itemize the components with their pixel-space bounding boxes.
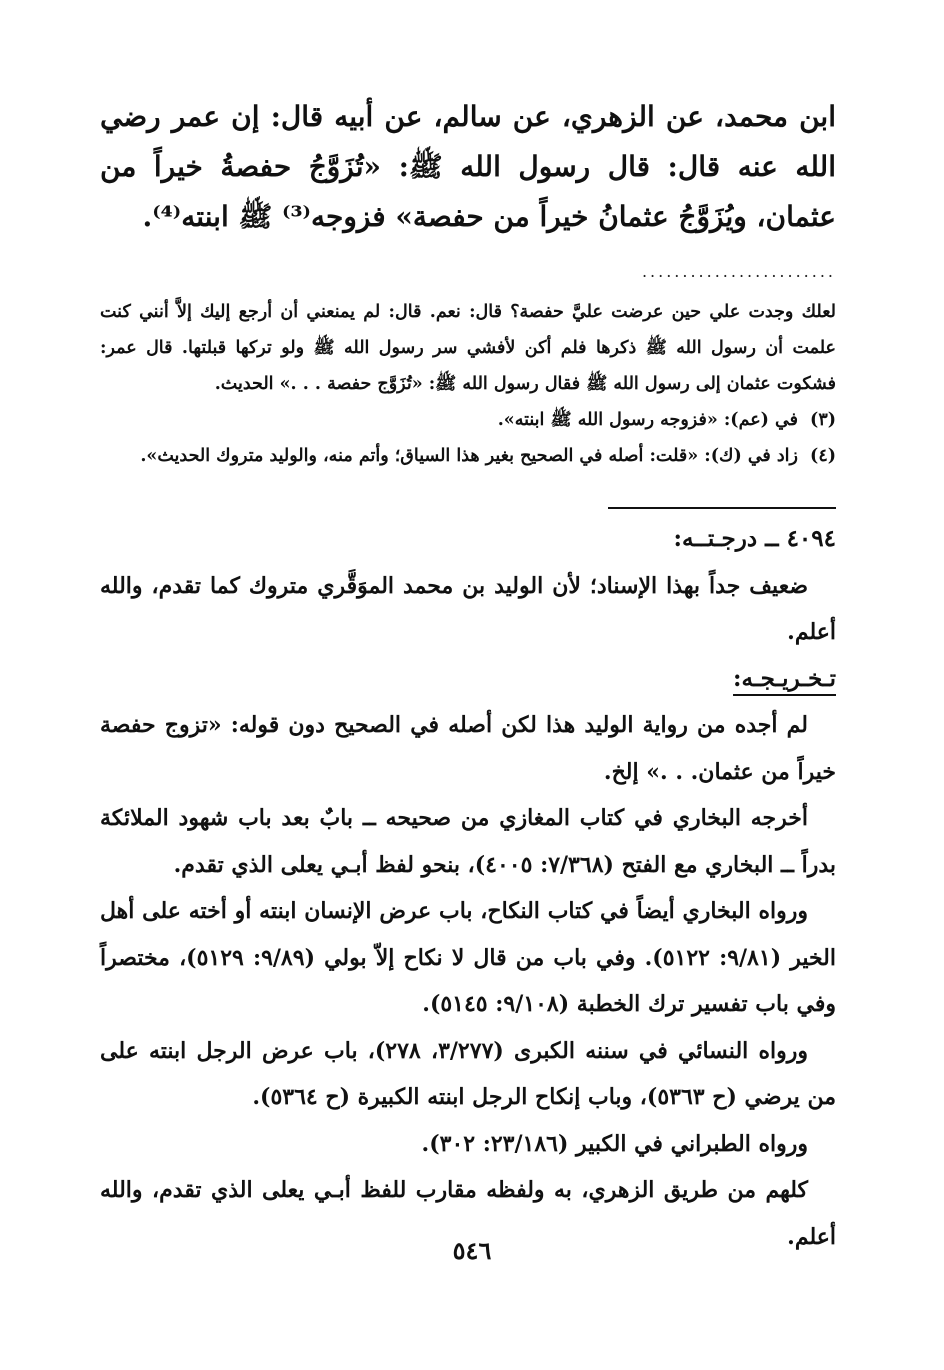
page-number: ٥٤٦ [452, 1236, 492, 1265]
takhrij-paragraph: لم أجده من رواية الوليد هذا لكن أصله في الصحيح دون قوله: «تزوج حفصة خيراً من عثمان. . .» إلخ. [100, 712, 836, 785]
footnotes [100, 294, 836, 474]
takhrij-heading [100, 656, 836, 703]
takhrij-paragraph: ورواه النسائي في سننه الكبرى (٣/٢٧٧، ٢٧٨)، باب عرض الرجل ابنته على من يرضي (ح ٥٣٦٣)، وباب إنكاح الرجل ابنته الكبيرة (ح ٥٣٦٤). [100, 1037, 836, 1110]
daraja-heading [100, 516, 836, 563]
footnote-text: زاد في (ك): «قلت: أصله في الصحيح بغير هذا السياق؛ وأتم منه، والوليد متروك الحديث». [140, 446, 798, 466]
footnote-separator-dots: ........................ [641, 262, 836, 281]
takhrij-paragraph: ورواه البخاري أيضاً في كتاب النكاح، باب عرض الإنسان ابنته أو أخته على أهل الخير (٩/٨١: ٥١٢٢). وفي باب من قال لا نكاح إلاّ بولي (٩/٨٩: ٥١٢٩)، مختصراً وفي باب تفسير ترك الخطبة (٩/١٠٨: ٥١٤٥). [100, 898, 837, 1017]
footnote-text: في (عم): «فزوجه رسول الله ﷺ ابنته». [497, 410, 798, 430]
takhrij-label: تـخـريـجـه: [733, 664, 836, 692]
takhrij-paragraph: كلهم من طريق الزهري، به ولفظه مقارب للفظ أبـي يعلى الذي تقدم، والله أعلم. [100, 1177, 836, 1250]
footnote-number: (٣) [810, 410, 836, 430]
footnote-3 [100, 402, 836, 438]
daraja-text: ضعيف جداً بهذا الإسناد؛ لأن الوليد بن محمد الموَقَّري متروك كما تقدم، والله أعلم. [100, 572, 836, 645]
section-rule [608, 507, 836, 509]
footnote-4 [100, 438, 836, 474]
takhrij-paragraph: ورواه الطبراني في الكبير (٢٣/١٨٦: ٣٠٢). [421, 1130, 808, 1157]
takhrij-paragraph: أخرجه البخاري في كتاب المغازي من صحيحه ــ بابٌ بعد باب شهود الملائكة بدراً ــ البخاري مع الفتح (٧/٣٦٨: ٤٠٠٥)، بنحو لفظ أبـي يعلى الذي تقدم. [100, 805, 836, 878]
main-text [100, 92, 836, 242]
commentary [100, 516, 836, 1260]
hadith-text: ابن محمد، عن الزهري، عن سالم، عن أبيه قال: إن عمر رضي الله عنه قال: قال رسول الله ﷺ: «تُزَوَّجُ حفصةُ خيراً من عثمان، ويُزَوَّجُ عثمانُ خيراً من حفصة» فزوجه⁽³⁾ ﷺ ابنته⁽⁴⁾. [100, 100, 836, 233]
footnote-number: (٤) [810, 446, 836, 466]
footnote-continuation: لعلك وجدت علي حين عرضت عليَّ حفصة؟ قال: نعم. قال: لم يمنعني أن أرجع إليك إلاَّ أنني كنت علمت أن رسول الله ﷺ ذكرها فلم أكن لأفشي سر رسول الله ﷺ ولو تركها قبلتها. قال عمر: فشكوت عثمان إلى رسول الله ﷺ فقال رسول الله ﷺ: «تُزَوَّج حفصة . . .» الحديث. [100, 302, 836, 394]
daraja-label: ٤٠٩٤ ــ درجـتــه: [673, 525, 836, 552]
